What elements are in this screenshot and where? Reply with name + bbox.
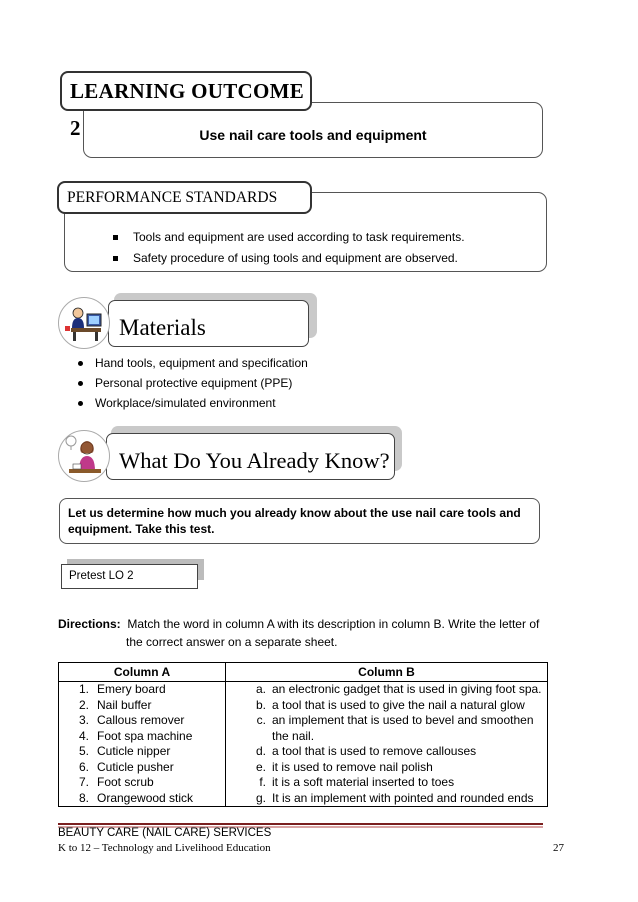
square-bullet-icon <box>113 235 118 240</box>
column-b-header: Column B <box>226 663 548 682</box>
performance-standards-list <box>113 227 465 269</box>
directions-line2: the correct answer on a separate sheet. <box>126 635 338 649</box>
footer-course: BEAUTY CARE (NAIL CARE) SERVICES <box>58 827 272 839</box>
list-item: Personal protective equipment (PPE) <box>78 373 308 393</box>
directions <box>58 615 548 651</box>
footer-program: K to 12 – Technology and Livelihood Education <box>58 842 271 854</box>
bullet-icon <box>78 361 83 366</box>
performance-standards-title: PERFORMANCE STANDARDS <box>57 181 312 214</box>
table-row: 5. Cuticle nipper d. a tool that is used to remove callouses <box>59 744 548 760</box>
know-title: What Do You Already Know? <box>106 433 395 480</box>
bullet-icon <box>78 401 83 406</box>
footer-rule <box>58 823 543 825</box>
materials-icon-circle <box>58 297 110 349</box>
table-row: 8. Orangewood stick g. It is an implement with pointed and rounded ends <box>59 791 548 807</box>
table-row: 1. Emery board a. an electronic gadget that is used in giving foot spa. <box>59 682 548 698</box>
table-row: 3. Callous remover c. an implement that is used to bevel and smoothen <box>59 713 548 729</box>
table-row: 2. Nail buffer b. a tool that is used to give the nail a natural glow <box>59 698 548 714</box>
list-item: Hand tools, equipment and specification <box>78 353 308 373</box>
page-number: 27 <box>553 842 564 854</box>
table-row: 6. Cuticle pusher e. it is used to remove nail polish <box>59 760 548 776</box>
learning-outcome-title: LEARNING OUTCOME 2 <box>60 71 312 111</box>
matching-table <box>58 662 548 807</box>
square-bullet-icon <box>113 256 118 261</box>
list-item: Safety procedure of using tools and equipment are observed. <box>113 248 465 269</box>
directions-label: Directions: <box>58 617 121 631</box>
materials-title: Materials <box>108 300 309 347</box>
person-at-computer-icon <box>59 298 109 348</box>
table-row: 4. Foot spa machine the nail. <box>59 729 548 745</box>
pretest-label: Pretest LO 2 <box>61 564 198 589</box>
table-row: 7. Foot scrub f. it is a soft material inserted to toes <box>59 775 548 791</box>
list-item: Tools and equipment are used according to task requirements. <box>113 227 465 248</box>
pretest-intro: Let us determine how much you already know about the use nail care tools and equipment. Take this test. <box>59 498 540 544</box>
bullet-icon <box>78 381 83 386</box>
learning-outcome-subtitle: Use nail care tools and equipment <box>199 127 427 143</box>
list-item: Workplace/simulated environment <box>78 393 308 413</box>
directions-line1: Match the word in column A with its description in column B. Write the letter of <box>127 617 540 631</box>
person-thinking-icon <box>59 431 109 481</box>
column-a-header: Column A <box>59 663 226 682</box>
materials-list <box>78 353 308 413</box>
know-icon-circle <box>58 430 110 482</box>
